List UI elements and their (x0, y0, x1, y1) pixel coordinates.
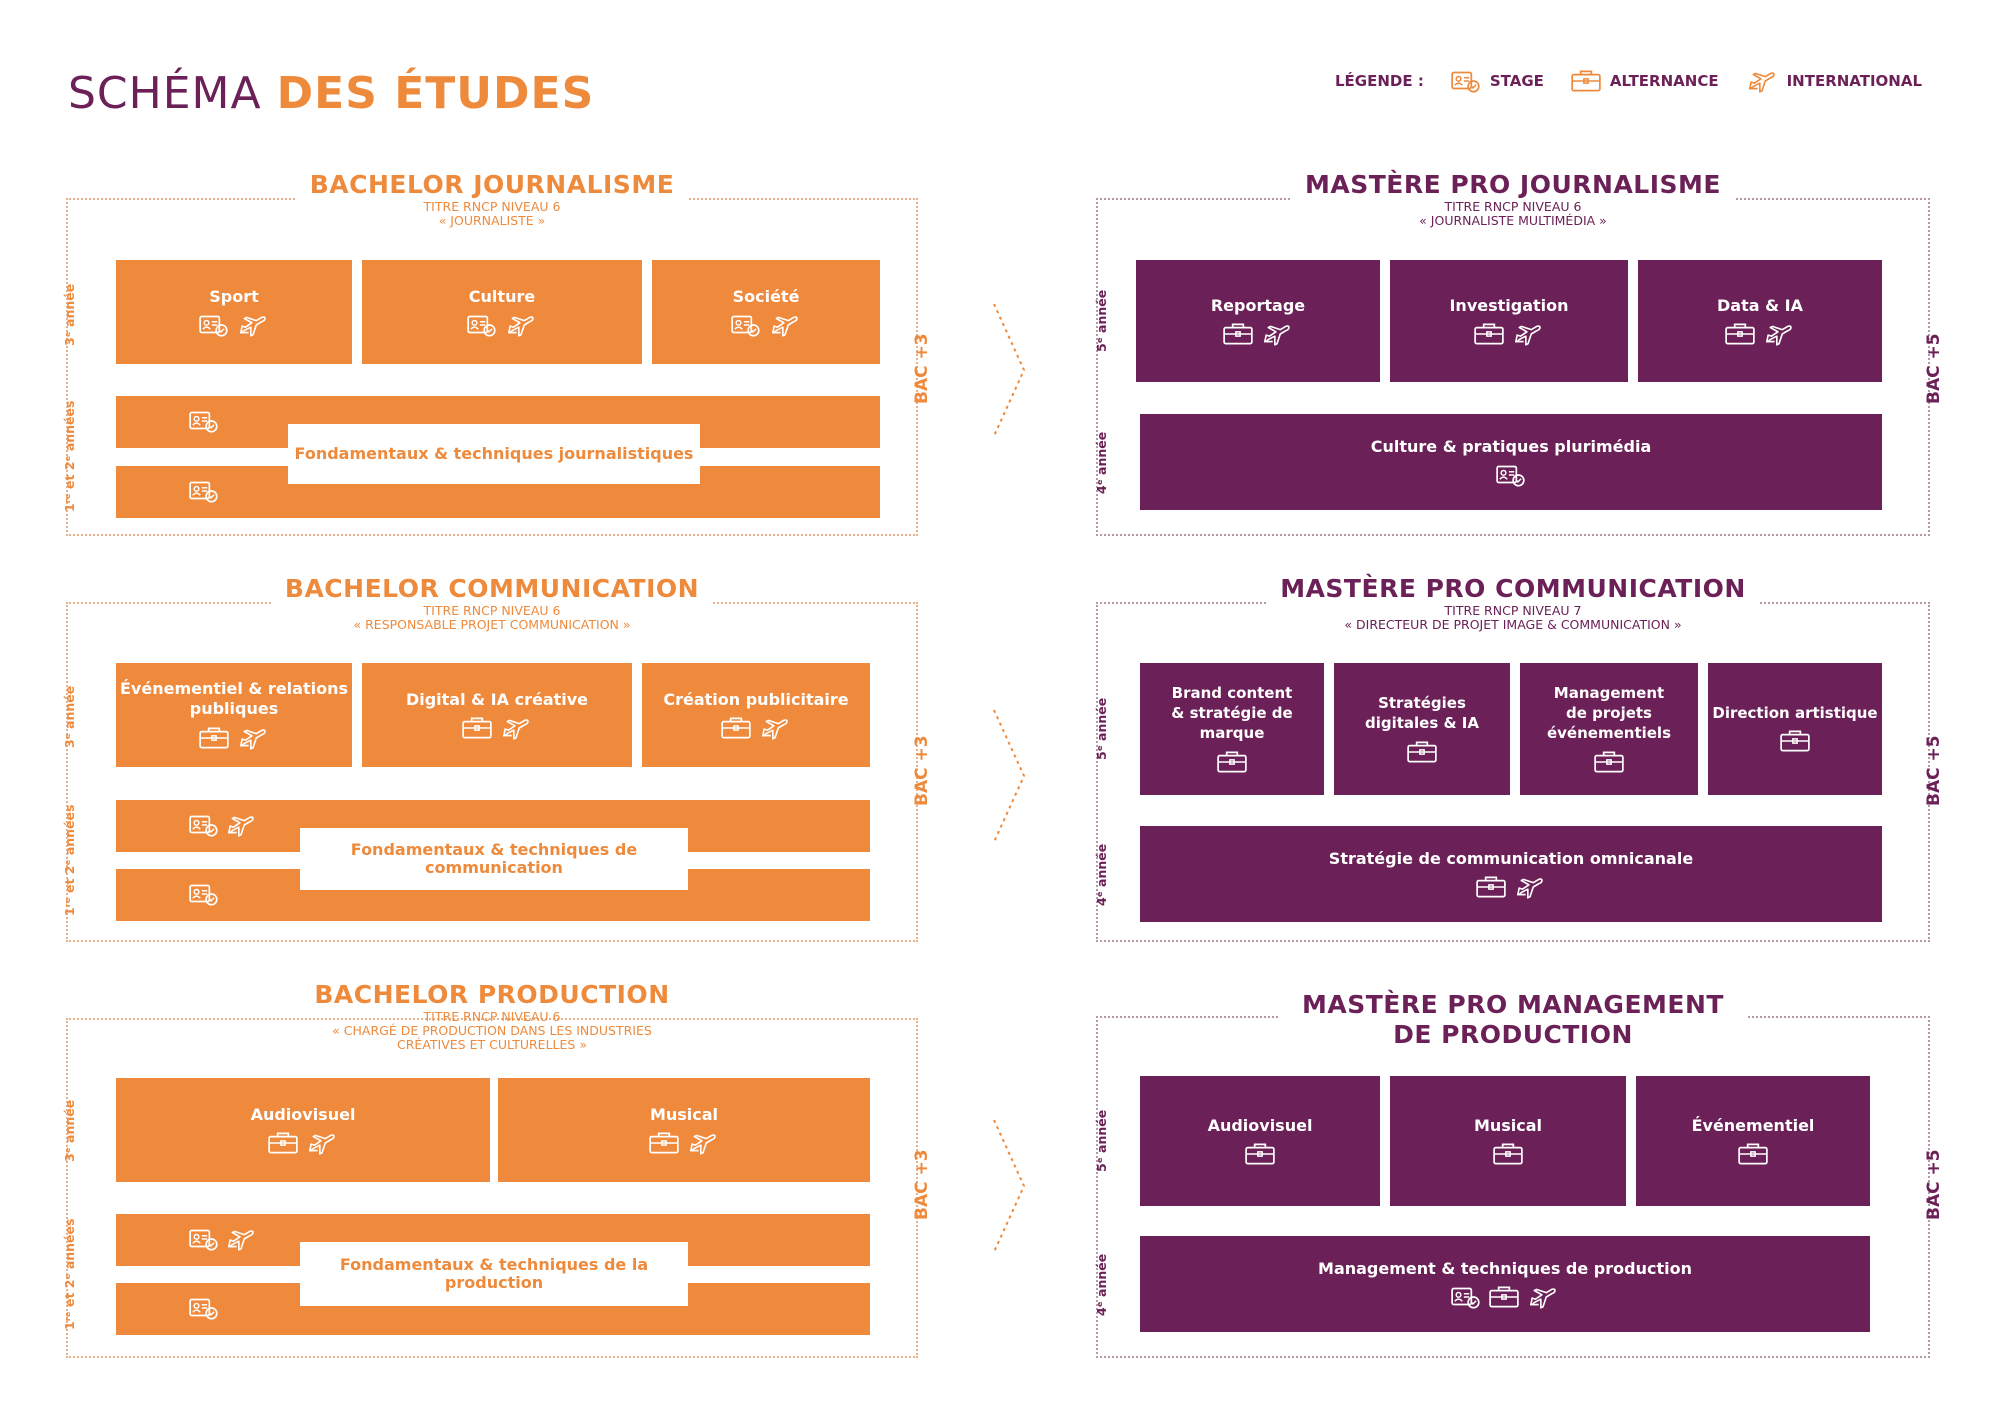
alternance-icon (1475, 874, 1507, 900)
band-management-techniques-label: Management & techniques de production (1318, 1258, 1692, 1278)
alternance-icon (1244, 1141, 1276, 1167)
mastere-journalisme-sub1: TITRE RNCP NIVEAU 6 (1444, 199, 1582, 214)
bac3-label: BAC +3 (912, 333, 932, 404)
label-1-2-annees: 1ʳᵉ et 2ᵉ années (62, 400, 77, 512)
alternance-icon (1593, 749, 1625, 775)
card-brand-content-label: Brand content & stratégie de marque (1171, 684, 1293, 742)
stage-icon (730, 312, 762, 338)
card-direction-artistique-label: Direction artistique (1712, 704, 1878, 722)
page-title (68, 68, 594, 119)
chevron-right-icon (990, 300, 1030, 440)
card-audiovisuel-label: Audiovisuel (250, 1104, 356, 1124)
label-5e-annee: 5ᵉ année (1094, 697, 1109, 760)
mastere-production-title1: MASTÈRE PRO MANAGEMENT (1279, 990, 1747, 1020)
legend-international-label: INTERNATIONAL (1786, 72, 1923, 90)
card-management-projets-label: Management de projets événementiels (1546, 684, 1671, 742)
card-societe (652, 260, 880, 364)
label-3e-annee: 3ᵉ année (62, 283, 77, 346)
bachelor-journalisme-sub2: « JOURNALISTE » (438, 213, 546, 228)
international-icon (1513, 874, 1547, 900)
bachelor-production-header (66, 980, 918, 1052)
card-digital-ia-label: Digital & IA créative (405, 689, 589, 709)
label-4e-annee: 4ᵉ année (1094, 431, 1109, 494)
stage-icon (1450, 1284, 1482, 1310)
bachelor-production-sub1: TITRE RNCP NIVEAU 6 (423, 1009, 561, 1024)
international-icon (1526, 1284, 1560, 1310)
international-icon (768, 312, 802, 338)
international-icon (1260, 321, 1294, 347)
bac5-label: BAC +5 (1924, 1149, 1944, 1220)
bachelor-journalisme-sub1: TITRE RNCP NIVEAU 6 (423, 199, 561, 214)
bachelor-production-sub2: « CHARGÉ DE PRODUCTION DANS LES INDUSTRIES (332, 1023, 652, 1038)
bachelor-journalisme-title: BACHELOR JOURNALISME (296, 170, 689, 200)
alternance-icon (1406, 739, 1438, 765)
label-4e-annee: 4ᵉ année (1094, 1253, 1109, 1316)
international-icon (224, 1226, 258, 1252)
international-icon (1745, 68, 1779, 94)
mastere-production-header (1096, 990, 1930, 1050)
card-master-audiovisuel (1140, 1076, 1380, 1206)
legend-international (1745, 68, 1922, 94)
legend-alternance (1570, 68, 1719, 94)
legend (1335, 68, 1922, 94)
bachelor-communication-header (66, 574, 918, 632)
bac3-label: BAC +3 (912, 735, 932, 806)
alternance-icon (198, 725, 230, 751)
card-sport-label: Sport (209, 286, 259, 306)
card-musical (498, 1078, 870, 1182)
band-culture-pratiques-label: Culture & pratiques plurimédia (1370, 436, 1652, 456)
card-master-evenementiel-label: Événementiel (1691, 1115, 1815, 1135)
stage-icon (1450, 68, 1482, 94)
card-data-ia-label: Data & IA (1717, 295, 1803, 315)
legend-stage-label: STAGE (1489, 72, 1544, 90)
card-digital-ia (362, 663, 632, 767)
international-icon (305, 1130, 339, 1156)
bac3-label: BAC +3 (912, 1149, 932, 1220)
card-reportage (1136, 260, 1380, 382)
band-strategie-omnicanale (1140, 826, 1882, 922)
card-culture-label: Culture (468, 286, 536, 306)
alternance-icon (648, 1130, 680, 1156)
alternance-icon (1724, 321, 1756, 347)
chevron-right-icon (990, 706, 1030, 846)
legend-alternance-label: ALTERNANCE (1609, 72, 1719, 90)
card-reportage-label: Reportage (1210, 295, 1306, 315)
bac5-label: BAC +5 (1924, 333, 1944, 404)
legend-stage (1450, 68, 1544, 94)
alternance-icon (1473, 321, 1505, 347)
alternance-icon (1488, 1284, 1520, 1310)
card-management-projets (1520, 663, 1698, 795)
alternance-icon (1779, 728, 1811, 754)
card-creation-pub-label: Création publicitaire (663, 689, 849, 709)
label-4e-annee: 4ᵉ année (1094, 843, 1109, 906)
label-1-2-annees: 1ʳᵉ et 2ᵉ années (62, 804, 77, 916)
alternance-icon (1216, 749, 1248, 775)
fondamentaux-communication: Fondamentaux & techniques de communication (300, 828, 688, 890)
mastere-journalisme-title: MASTÈRE PRO JOURNALISME (1291, 170, 1735, 200)
label-3e-annee: 3ᵉ année (62, 685, 77, 748)
card-direction-artistique (1708, 663, 1882, 795)
card-musical-label: Musical (649, 1104, 719, 1124)
chevron-right-icon (990, 1116, 1030, 1256)
label-3e-annee: 3ᵉ année (62, 1099, 77, 1162)
mastere-journalisme-header (1096, 170, 1930, 228)
international-icon (236, 312, 270, 338)
bac5-label: BAC +5 (1924, 735, 1944, 806)
card-investigation-label: Investigation (1449, 295, 1569, 315)
mastere-communication-title: MASTÈRE PRO COMMUNICATION (1266, 574, 1760, 604)
bachelor-production-sub3: CRÉATIVES ET CULTURELLES » (397, 1037, 587, 1052)
card-evenementiel-label: Événementiel & relations publiques (120, 679, 348, 718)
card-data-ia (1638, 260, 1882, 382)
label-1-2-annees: 1ʳᵉ et 2ᵉ années (62, 1218, 77, 1330)
stage-icon (466, 312, 498, 338)
alternance-icon (720, 715, 752, 741)
alternance-icon (1222, 321, 1254, 347)
stage-icon (1495, 462, 1527, 488)
label-5e-annee: 5ᵉ année (1094, 1109, 1109, 1172)
stage-icon (188, 408, 220, 434)
international-icon (504, 312, 538, 338)
bachelor-journalisme-header (66, 170, 918, 228)
card-sport (116, 260, 352, 364)
title-bold: DES ÉTUDES (276, 68, 595, 119)
card-culture (362, 260, 642, 364)
fondamentaux-production: Fondamentaux & techniques de la production (300, 1242, 688, 1306)
international-icon (1762, 321, 1796, 347)
card-master-evenementiel (1636, 1076, 1870, 1206)
card-audiovisuel (116, 1078, 490, 1182)
band-culture-pratiques (1140, 414, 1882, 510)
card-societe-label: Société (732, 286, 800, 306)
mastere-communication-sub2: « DIRECTEUR DE PROJET IMAGE & COMMUNICATION » (1344, 617, 1682, 632)
international-icon (236, 725, 270, 751)
international-icon (224, 812, 258, 838)
mastere-communication-header (1096, 574, 1930, 632)
international-icon (1511, 321, 1545, 347)
stage-icon (188, 812, 220, 838)
bachelor-communication-sub1: TITRE RNCP NIVEAU 6 (423, 603, 561, 618)
stage-icon (188, 881, 220, 907)
label-5e-annee: 5ᵉ année (1094, 289, 1109, 352)
fondamentaux-journalisme: Fondamentaux & techniques journalistiques (288, 424, 700, 484)
card-master-audiovisuel-label: Audiovisuel (1207, 1115, 1313, 1135)
international-icon (686, 1130, 720, 1156)
title-light: SCHÉMA (68, 68, 262, 119)
alternance-icon (461, 715, 493, 741)
band-management-techniques (1140, 1236, 1870, 1332)
stage-icon (188, 1295, 220, 1321)
card-strategies-digitales-label: Stratégies digitales & IA (1364, 694, 1479, 732)
card-creation-pub (642, 663, 870, 767)
card-strategies-digitales (1334, 663, 1510, 795)
card-brand-content (1140, 663, 1324, 795)
band-strategie-omnicanale-label: Stratégie de communication omnicanale (1328, 848, 1694, 868)
legend-label: LÉGENDE : (1335, 72, 1424, 90)
alternance-icon (1737, 1141, 1769, 1167)
card-evenementiel (116, 663, 352, 767)
stage-icon (198, 312, 230, 338)
bachelor-communication-sub2: « RESPONSABLE PROJET COMMUNICATION » (353, 617, 631, 632)
mastere-journalisme-sub2: « JOURNALISTE MULTIMÉDIA » (1419, 213, 1607, 228)
alternance-icon (267, 1130, 299, 1156)
alternance-icon (1570, 68, 1602, 94)
stage-icon (188, 1226, 220, 1252)
bachelor-communication-title: BACHELOR COMMUNICATION (271, 574, 713, 604)
mastere-communication-sub1: TITRE RNCP NIVEAU 7 (1444, 603, 1582, 618)
alternance-icon (1492, 1141, 1524, 1167)
international-icon (758, 715, 792, 741)
mastere-production-title2: DE PRODUCTION (1369, 1020, 1657, 1050)
international-icon (499, 715, 533, 741)
card-master-musical (1390, 1076, 1626, 1206)
bachelor-production-title: BACHELOR PRODUCTION (300, 980, 683, 1010)
card-master-musical-label: Musical (1473, 1115, 1543, 1135)
stage-icon (188, 478, 220, 504)
card-investigation (1390, 260, 1628, 382)
